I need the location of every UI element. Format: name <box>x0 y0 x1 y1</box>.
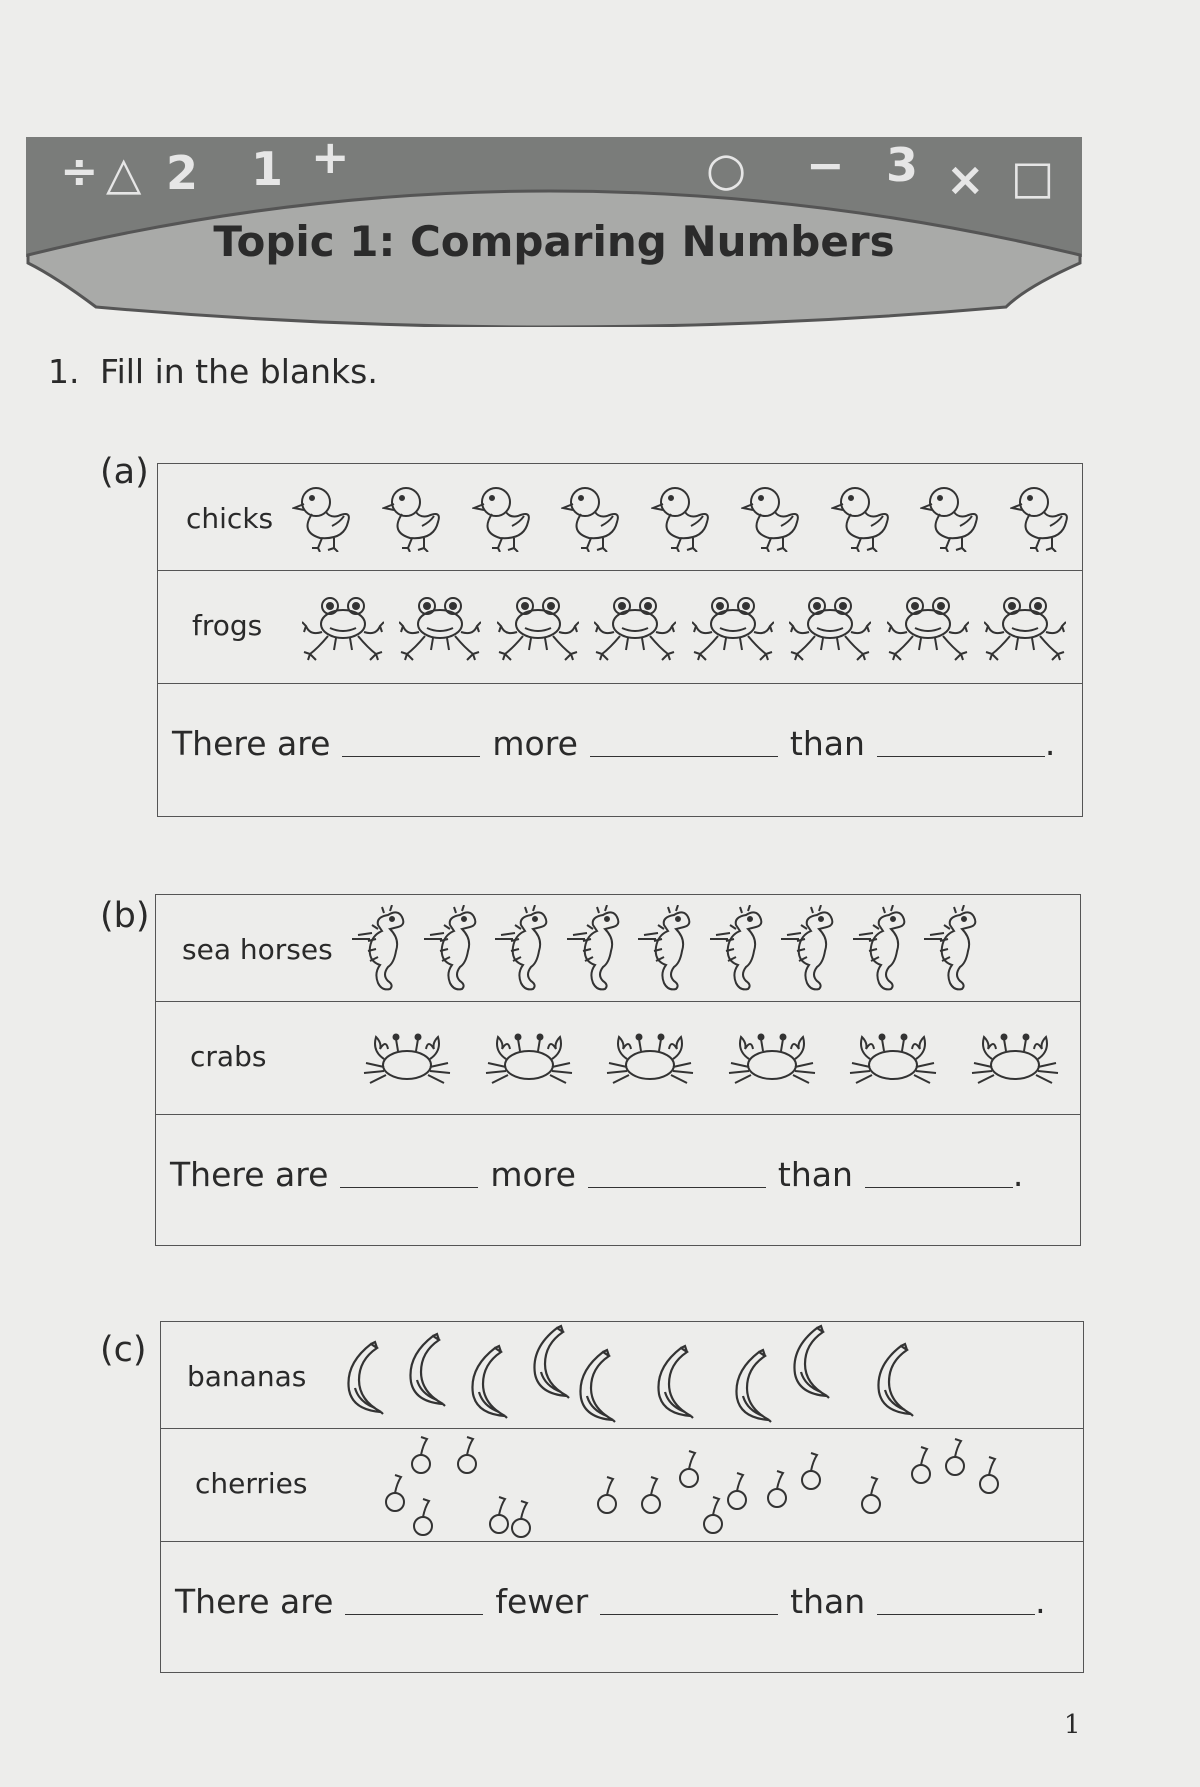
banana-icon <box>527 1324 573 1404</box>
chick-icon <box>651 482 715 552</box>
row-label-bananas: bananas <box>187 1360 307 1393</box>
frog-icon <box>984 592 1066 662</box>
chick-icon <box>831 482 895 552</box>
minus-symbol: − <box>806 138 845 192</box>
answer-blank-fruit-1[interactable] <box>600 1586 778 1615</box>
frog-icon <box>497 592 579 662</box>
crab-icon <box>727 1027 817 1089</box>
part-c-box <box>160 1321 1084 1673</box>
row-label-frogs: frogs <box>192 609 263 642</box>
cherry-icon <box>797 1451 827 1495</box>
part-a-row-chicks <box>158 464 1082 571</box>
answer-blank-animal-1[interactable] <box>588 1159 766 1188</box>
part-a-row-frogs <box>158 571 1082 684</box>
cherry-icon <box>507 1499 537 1543</box>
frog-icon <box>789 592 871 662</box>
row-label-chicks: chicks <box>186 502 274 535</box>
cherries-icon-group <box>361 1429 1071 1541</box>
digit-two-symbol: 2 <box>166 146 199 200</box>
banana-icon <box>871 1342 917 1422</box>
banana-icon <box>651 1344 697 1424</box>
frog-icon <box>594 592 676 662</box>
part-b-row-sea-horses <box>156 895 1080 1002</box>
frog-icon <box>302 592 384 662</box>
seahorse-icon <box>491 905 553 991</box>
digit-one-symbol: 1 <box>251 142 284 196</box>
page-number: 1 <box>1064 1710 1081 1740</box>
chick-icon <box>741 482 805 552</box>
part-b-answer-row <box>156 1115 1080 1245</box>
cherry-icon <box>975 1455 1005 1499</box>
sentence-comparative: fewer <box>495 1582 589 1621</box>
cherry-icon <box>407 1435 437 1479</box>
chick-icon <box>920 482 984 552</box>
chick-icon <box>561 482 625 552</box>
seahorse-icon <box>420 905 482 991</box>
part-c-answer-row <box>161 1542 1083 1672</box>
cherry-icon <box>675 1449 705 1493</box>
answer-blank-number[interactable] <box>342 728 480 757</box>
cherry-icon <box>723 1471 753 1515</box>
part-c-sentence <box>175 1582 1046 1621</box>
answer-blank-number[interactable] <box>340 1159 478 1188</box>
part-b-row-crabs <box>156 1002 1080 1115</box>
sentence-connector: than <box>789 724 865 763</box>
frog-icon <box>399 592 481 662</box>
row-label-crabs: crabs <box>190 1040 267 1073</box>
frog-icon <box>692 592 774 662</box>
seahorses-icon-group <box>348 895 982 1001</box>
cherry-icon <box>857 1475 887 1519</box>
cherry-icon <box>763 1469 793 1513</box>
chick-icon <box>292 482 356 552</box>
banana-icon <box>465 1344 511 1424</box>
page-title: Topic 1: Comparing Numbers <box>213 217 895 266</box>
sentence-end: . <box>1044 724 1056 763</box>
square-symbol: □ <box>1011 150 1055 204</box>
row-label-sea-horses: sea horses <box>182 933 333 966</box>
chick-icon <box>1010 482 1074 552</box>
part-a-answer-row <box>158 684 1082 816</box>
banana-icon <box>341 1340 387 1420</box>
sentence-comparative: more <box>492 724 578 763</box>
bananas-icon-group <box>341 1322 1061 1428</box>
crab-icon <box>484 1027 574 1089</box>
frogs-icon-group <box>302 571 1066 683</box>
cherry-icon <box>593 1475 623 1519</box>
sentence-connector: than <box>777 1155 853 1194</box>
part-a-label: (a) <box>100 452 149 492</box>
seahorse-icon <box>920 905 982 991</box>
cherry-icon <box>381 1473 411 1517</box>
sentence-connector: than <box>790 1582 866 1621</box>
answer-blank-number[interactable] <box>345 1586 483 1615</box>
chick-icon <box>382 482 446 552</box>
divide-symbol: ÷ <box>60 144 99 198</box>
banana-icon <box>729 1348 775 1428</box>
question-heading <box>48 352 378 391</box>
sentence-start: There are <box>172 724 331 763</box>
crab-icon <box>970 1027 1060 1089</box>
part-c-label: (c) <box>100 1330 147 1370</box>
seahorse-icon <box>777 905 839 991</box>
part-b-sentence <box>170 1155 1023 1194</box>
row-label-cherries: cherries <box>195 1467 308 1500</box>
answer-blank-animal-1[interactable] <box>590 728 778 757</box>
sentence-end: . <box>1035 1582 1046 1621</box>
frog-icon <box>887 592 969 662</box>
triangle-symbol: △ <box>106 146 142 200</box>
part-a-box <box>157 463 1083 817</box>
plus-symbol: + <box>311 137 350 184</box>
cherry-icon <box>907 1445 937 1489</box>
circle-symbol: ○ <box>706 142 747 196</box>
crab-icon <box>848 1027 938 1089</box>
banana-icon <box>787 1324 833 1404</box>
question-number: 1. <box>48 352 80 391</box>
sentence-start: There are <box>170 1155 329 1194</box>
seahorse-icon <box>348 905 410 991</box>
chick-icon <box>472 482 536 552</box>
seahorse-icon <box>849 905 911 991</box>
seahorse-icon <box>634 905 696 991</box>
answer-blank-fruit-2[interactable] <box>877 1586 1035 1615</box>
cherry-icon <box>941 1437 971 1481</box>
cherry-icon <box>637 1475 667 1519</box>
part-c-row-bananas <box>161 1322 1083 1429</box>
part-a-sentence <box>172 724 1055 763</box>
sentence-start: There are <box>175 1582 334 1621</box>
seahorse-icon <box>706 905 768 991</box>
seahorse-icon <box>563 905 625 991</box>
topic-banner <box>26 137 1082 327</box>
answer-blank-animal-2[interactable] <box>877 728 1045 757</box>
cherry-icon <box>453 1435 483 1479</box>
banana-icon <box>403 1332 449 1412</box>
banana-icon <box>573 1348 619 1428</box>
crabs-icon-group <box>362 1002 1060 1114</box>
times-symbol: × <box>946 152 985 206</box>
part-b-box <box>155 894 1081 1246</box>
digit-three-symbol: 3 <box>886 138 919 192</box>
part-b-label: (b) <box>100 896 150 936</box>
answer-blank-animal-2[interactable] <box>865 1159 1013 1188</box>
crab-icon <box>605 1027 695 1089</box>
sentence-comparative: more <box>490 1155 576 1194</box>
sentence-end: . <box>1012 1155 1024 1194</box>
crab-icon <box>362 1027 452 1089</box>
cherry-icon <box>409 1497 439 1541</box>
question-instruction: Fill in the blanks. <box>100 352 378 391</box>
chicks-icon-group <box>292 464 1074 570</box>
part-c-row-cherries <box>161 1429 1083 1542</box>
